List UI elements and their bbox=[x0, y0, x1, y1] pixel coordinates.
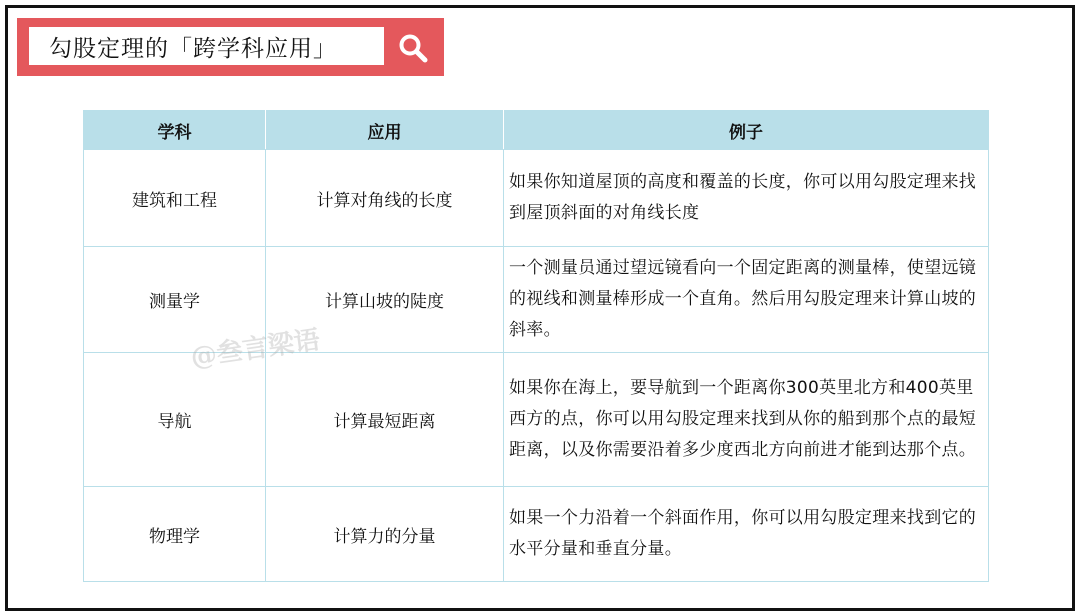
search-icon[interactable] bbox=[397, 32, 429, 64]
table-row bbox=[84, 353, 989, 487]
cell-application: 计算对角线的长度 bbox=[266, 150, 504, 247]
cell-example: 一个测量员通过望远镜看向一个固定距离的测量棒，使望远镜的视线和测量棒形成一个直角。然后用勾股定理来计算山坡的斜率。 bbox=[504, 247, 989, 353]
cell-subject: 测量学 bbox=[84, 247, 266, 353]
cell-subject: 物理学 bbox=[84, 487, 266, 582]
cell-application: 计算力的分量 bbox=[266, 487, 504, 582]
table-header-row bbox=[84, 111, 989, 150]
table-row bbox=[84, 487, 989, 582]
header-application: 应用 bbox=[266, 111, 504, 150]
search-bar bbox=[17, 18, 444, 76]
header-subject: 学科 bbox=[84, 111, 266, 150]
cell-application: 计算最短距离 bbox=[266, 353, 504, 487]
cell-example: 如果你在海上，要导航到一个距离你300英里北方和400英里西方的点，你可以用勾股定理来找到从你的船到那个点的最短距离，以及你需要沿着多少度西北方向前进才能到达那个点。 bbox=[504, 353, 989, 487]
search-query-text: 勾股定理的「跨学科应用」 bbox=[49, 35, 337, 62]
cell-subject: 导航 bbox=[84, 353, 266, 487]
cell-subject: 建筑和工程 bbox=[84, 150, 266, 247]
cell-application: 计算山坡的陡度 bbox=[266, 247, 504, 353]
table-row bbox=[84, 150, 989, 247]
cell-example: 如果一个力沿着一个斜面作用，你可以用勾股定理来找到它的水平分量和垂直分量。 bbox=[504, 487, 989, 582]
cell-example: 如果你知道屋顶的高度和覆盖的长度，你可以用勾股定理来找到屋顶斜面的对角线长度 bbox=[504, 150, 989, 247]
watermark: @叁言梁语 bbox=[188, 325, 322, 373]
search-input[interactable] bbox=[29, 27, 384, 65]
header-example: 例子 bbox=[504, 111, 989, 150]
